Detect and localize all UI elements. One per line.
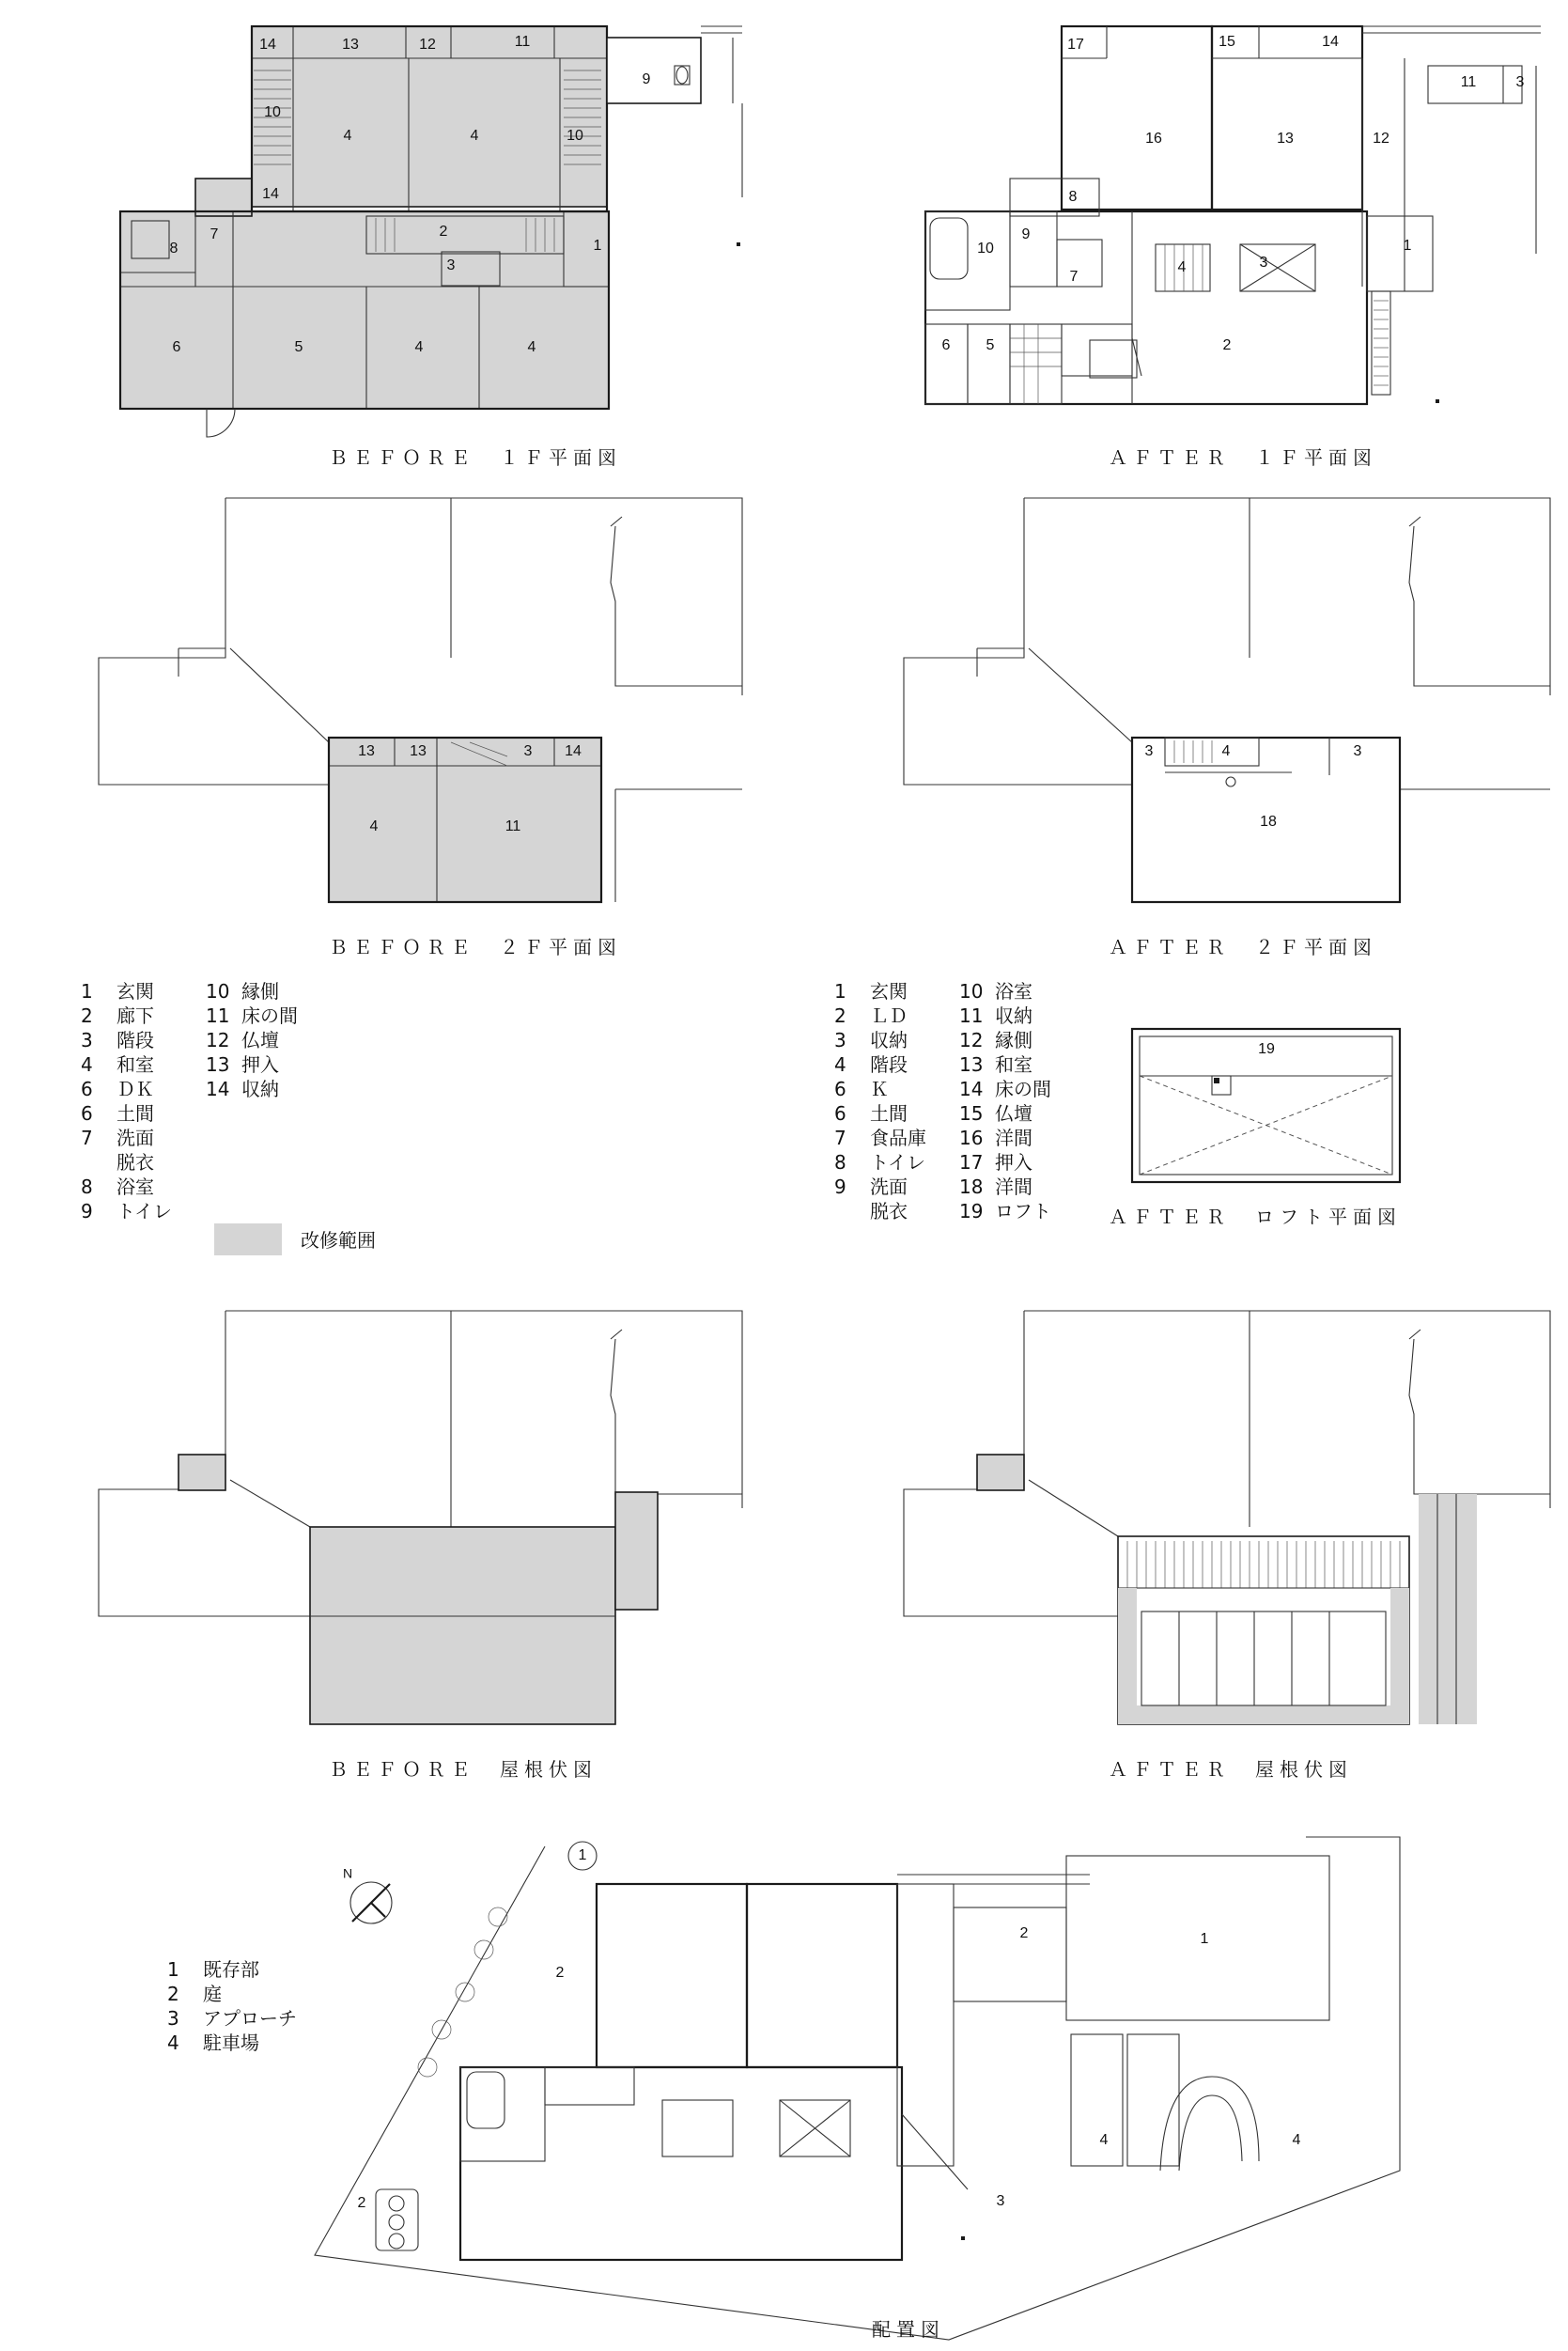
legend-after-item-name: 縁側 (995, 1029, 1032, 1051)
legend-after-item-no: 2 (834, 1004, 846, 1027)
room-number-after-1f: 16 (1145, 131, 1162, 148)
legend-after-item-no: 1 (834, 980, 846, 1003)
after-1f-plan (925, 26, 1541, 404)
caption-after-1f: ＡＦＴＥＲ １Ｆ平面図 (1109, 446, 1377, 469)
after-roof-small (977, 1455, 1024, 1490)
caption-site: 配置図 (872, 2318, 945, 2341)
before-2f-plan (99, 498, 742, 902)
legend-before-item-no: 9 (81, 1200, 93, 1222)
legend-after-item-no: 19 (959, 1200, 984, 1222)
legend-after-item-name: ロフト (995, 1200, 1051, 1222)
legend-before-item-no: 10 (206, 980, 230, 1003)
legend-site-item-name: アプローチ (203, 2007, 297, 2030)
room-number-before-1f: 3 (446, 257, 456, 274)
legend-after-item-name: 食品庫 (870, 1127, 926, 1149)
legend-after-item-name: トイレ (870, 1151, 925, 1174)
room-number-before-2f: 3 (523, 743, 533, 760)
legend-after-item-name: 浴室 (995, 980, 1032, 1003)
legend-before-item-no: 1 (81, 980, 93, 1003)
room-number-site: 2 (1019, 1925, 1029, 1942)
room-number-after-1f: 7 (1069, 269, 1079, 286)
room-number-after-1f: 15 (1219, 34, 1235, 51)
room-number-after-1f: 13 (1277, 131, 1294, 148)
caption-after-2f: ＡＦＴＥＲ ２Ｆ平面図 (1109, 936, 1377, 958)
legend-before-item-no: 2 (81, 1004, 93, 1027)
legend-after (834, 980, 1051, 1222)
legend-before-item-no: 3 (81, 1029, 93, 1051)
room-number-before-1f: 4 (414, 339, 424, 356)
room-number-before-1f: 9 (642, 71, 651, 88)
before-roof-small-b (615, 1492, 658, 1610)
room-number-before-1f: 1 (593, 238, 602, 255)
legend-after-item-name: 土間 (870, 1102, 908, 1125)
legend-before-item-name: 脱衣 (116, 1151, 154, 1174)
legend-before-item-no: 6 (81, 1078, 93, 1100)
after-roof-plan (904, 1311, 1550, 1724)
legend-after-item-no: 15 (959, 1102, 984, 1125)
room-number-after-1f: 14 (1322, 34, 1339, 51)
room-number-before-1f: 10 (567, 128, 583, 145)
room-number-before-1f: 4 (470, 128, 479, 145)
legend-before-item-name: 玄関 (116, 980, 154, 1003)
before-roof-main (310, 1527, 615, 1724)
legend-before-item-name: 押入 (241, 1053, 279, 1076)
room-number-before-2f: 13 (410, 743, 427, 760)
room-number-before-1f: 14 (259, 37, 276, 54)
before-roof-small-a (179, 1455, 225, 1490)
legend-before-item-name: 土間 (116, 1102, 154, 1125)
room-number-site: 1 (1200, 1931, 1209, 1948)
legend-before-item-name: 洗面 (116, 1127, 154, 1149)
legend-after-item-name: 仏壇 (995, 1102, 1032, 1125)
room-number-after-1f: 1 (1403, 238, 1412, 255)
legend-after-item-name: 洋間 (995, 1127, 1032, 1149)
legend-before-item-no: 13 (206, 1053, 230, 1076)
legend-before-item-name: 和室 (116, 1053, 154, 1076)
caption-after-loft: ＡＦＴＥＲ ロフト平面図 (1109, 1206, 1402, 1228)
legend-after-item-name: 和室 (995, 1053, 1032, 1076)
room-number-before-1f: 14 (262, 186, 279, 203)
legend-site-item-name: 庭 (203, 1983, 222, 2005)
legend-after-item-no: 3 (834, 1029, 846, 1051)
room-number-before-2f: 11 (505, 818, 521, 835)
legend-before-item-name: トイレ (116, 1200, 172, 1222)
before-1f-upper-block (252, 26, 607, 207)
room-number-before-2f: 14 (565, 743, 582, 760)
room-number-site: 3 (996, 2193, 1005, 2210)
legend-before-item-no: 11 (206, 1004, 230, 1027)
caption-after-roof: ＡＦＴＥＲ 屋根伏図 (1109, 1758, 1353, 1781)
legend-after-item-no: 10 (959, 980, 984, 1003)
room-number-site: 4 (1292, 2132, 1301, 2149)
legend-site-item-no: 3 (167, 2007, 179, 2030)
room-number-before-1f: 11 (514, 34, 531, 51)
legend-after-item-no: 18 (959, 1176, 984, 1198)
legend-site-item-name: 既存部 (203, 1958, 259, 1981)
room-number-after-1f: 4 (1177, 259, 1187, 276)
room-number-after-1f: 3 (1515, 74, 1525, 91)
room-number-after-1f: 10 (977, 241, 994, 257)
renovation-label: 改修範囲 (301, 1229, 376, 1252)
legend-before-item-no: 4 (81, 1053, 93, 1076)
legend-before-item-name: 縁側 (241, 980, 279, 1003)
after-roof-main (1118, 1536, 1409, 1724)
legend-after-item-no: 14 (959, 1078, 984, 1100)
legend-before-item-no: 7 (81, 1127, 93, 1149)
room-number-before-1f: 10 (264, 104, 281, 121)
after-2f-plan (904, 498, 1550, 902)
room-number-after-1f: 11 (1460, 74, 1477, 91)
legend-before (81, 980, 298, 1222)
site-plan (315, 1837, 1400, 2340)
room-number-before-1f: 12 (419, 37, 436, 54)
room-number-before-1f: 4 (343, 128, 352, 145)
room-number-before-1f: 7 (210, 226, 219, 243)
room-number-after-loft: 19 (1258, 1041, 1275, 1058)
legend-after-item-name: 階段 (870, 1053, 908, 1076)
legend-after-item-name: 洋間 (995, 1176, 1032, 1198)
room-number-after-2f: 3 (1353, 743, 1362, 760)
room-number-after-1f: 9 (1021, 226, 1031, 243)
room-number-site: 4 (1099, 2132, 1109, 2149)
room-number-site: 1 (578, 1847, 587, 1864)
legend-after-item-name: 収納 (870, 1029, 908, 1051)
room-number-after-1f: 3 (1259, 255, 1268, 272)
room-number-before-1f: 2 (439, 224, 448, 241)
room-number-before-2f: 13 (358, 743, 375, 760)
room-number-after-1f: 2 (1222, 337, 1232, 354)
legend-site-item-no: 2 (167, 1983, 179, 2005)
legend-after-item-no: 12 (959, 1029, 984, 1051)
legend-after-item-no: 8 (834, 1151, 846, 1174)
legend-after-item-no: 16 (959, 1127, 984, 1149)
legend-before-item-no: 14 (206, 1078, 230, 1100)
caption-before-2f: ＢＥＦＯＲＥ ２Ｆ平面図 (329, 936, 622, 958)
legend-after-item-no: 13 (959, 1053, 984, 1076)
legend-site-item-no: 1 (167, 1958, 179, 1981)
legend-site (167, 1958, 297, 2054)
room-number-after-2f: 18 (1260, 814, 1277, 831)
renovation-swatch (214, 1223, 282, 1255)
before-roof-plan (99, 1311, 742, 1724)
legend-after-item-name: 収納 (995, 1004, 1032, 1027)
legend-after-item-no: 7 (834, 1127, 846, 1149)
room-number-before-1f: 13 (342, 37, 359, 54)
room-number-after-1f: 6 (941, 337, 951, 354)
room-number-after-1f: 5 (986, 337, 995, 354)
legend-before-item-name: 浴室 (116, 1176, 154, 1198)
legend-before-item-no: 6 (81, 1102, 93, 1125)
north-arrow (343, 1866, 392, 1923)
legend-after-item-name: 洗面 (870, 1176, 908, 1198)
room-number-before-1f: 4 (527, 339, 536, 356)
room-number-site: 2 (555, 1965, 565, 1982)
room-number-after-1f: 12 (1373, 131, 1389, 148)
legend-before-item-name: 廊下 (116, 1004, 154, 1027)
legend-after-item-name: 床の間 (995, 1078, 1051, 1100)
legend-after-item-no: 17 (959, 1151, 984, 1174)
legend-after-item-name: ＬＤ (870, 1004, 908, 1027)
room-number-site: 2 (357, 2195, 366, 2212)
legend-after-item-name: 玄関 (870, 980, 908, 1003)
room-number-before-1f: 8 (169, 241, 179, 257)
room-number-after-2f: 4 (1221, 743, 1231, 760)
legend-after-item-name: 押入 (995, 1151, 1032, 1174)
legend-site-item-no: 4 (167, 2032, 179, 2054)
legend-after-item-no: 9 (834, 1176, 846, 1198)
legend-site-item-name: 駐車場 (203, 2032, 259, 2054)
room-number-after-2f: 3 (1144, 743, 1154, 760)
room-number-before-2f: 4 (369, 818, 379, 835)
room-number-before-1f: 6 (172, 339, 181, 356)
legend-before-item-no: 12 (206, 1029, 230, 1051)
legend-after-item-no: 6 (834, 1078, 846, 1100)
room-number-after-1f: 17 (1067, 37, 1084, 54)
room-number-after-1f: 8 (1068, 189, 1078, 206)
legend-after-item-name: Ｋ (870, 1078, 889, 1100)
legend-before-item-name: 仏壇 (241, 1029, 279, 1051)
north-label: N (342, 1865, 353, 1881)
legend-before-item-no: 8 (81, 1176, 93, 1198)
legend-before-item-name: 床の間 (241, 1004, 298, 1027)
room-number-before-1f: 5 (294, 339, 303, 356)
legend-before-item-name: ＤＫ (116, 1078, 154, 1100)
legend-after-item-no: 11 (959, 1004, 984, 1027)
legend-after-item-no: 6 (834, 1102, 846, 1125)
legend-before-item-name: 階段 (116, 1029, 154, 1051)
legend-after-item-name: 脱衣 (870, 1200, 908, 1222)
caption-before-roof: ＢＥＦＯＲＥ 屋根伏図 (329, 1758, 598, 1781)
legend-after-item-no: 4 (834, 1053, 846, 1076)
legend-before-item-name: 収納 (241, 1078, 279, 1100)
caption-before-1f: ＢＥＦＯＲＥ １Ｆ平面図 (329, 446, 622, 469)
